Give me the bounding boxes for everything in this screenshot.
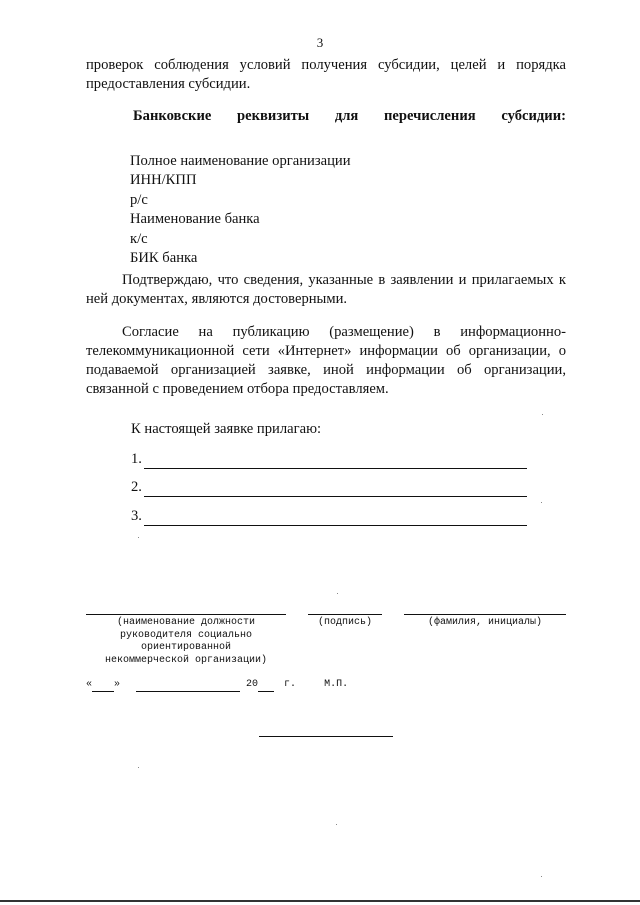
scan-speck <box>541 876 542 877</box>
scan-bottom-edge <box>0 900 640 902</box>
open-quote: « <box>86 679 93 690</box>
month-blank[interactable] <box>136 681 240 692</box>
bank-details-title <box>133 107 566 126</box>
bank-title-word-1: Банковские <box>133 108 212 124</box>
day-blank[interactable] <box>92 681 114 692</box>
signature-caption: (подпись) <box>317 617 372 628</box>
bank-title-word-5: субсидии: <box>501 108 566 124</box>
field-org-name: Полное наименование организации <box>130 153 351 169</box>
attachments-title: К настоящей заявке прилагаю: <box>131 421 322 437</box>
position-caption-line: руководителя социально <box>119 629 253 641</box>
attachment-item-1[interactable] <box>131 450 527 469</box>
closing-divider-line <box>259 736 393 737</box>
bank-details-fields <box>130 152 351 268</box>
signature-line[interactable] <box>308 614 382 615</box>
close-quote: » <box>114 679 121 690</box>
intro-line-1: проверок соблюдения условий получения субсидии, целей и порядка <box>86 57 566 73</box>
scan-speck <box>337 593 338 594</box>
year-prefix: 20 <box>246 679 259 690</box>
position-signature-line[interactable] <box>86 614 286 615</box>
confirmation-paragraph: Подтверждаю, что сведения, указанные в заявлении и прилагаемых к ней документах, являются достоверными. <box>86 272 566 307</box>
field-account: р/с <box>130 191 148 208</box>
scan-speck <box>138 537 139 538</box>
bank-title-word-2: реквизиты <box>237 108 310 124</box>
attachment-number: 2. <box>131 479 142 495</box>
attachment-number: 3. <box>131 508 142 524</box>
field-bank-name: Наименование банка <box>130 211 260 228</box>
intro-paragraph <box>86 56 566 94</box>
attachment-blank-line[interactable] <box>144 482 527 497</box>
stamp-label: М.П. <box>324 679 349 690</box>
position-caption-line: некоммерческой организации) <box>104 654 268 666</box>
attachment-item-3[interactable] <box>131 507 527 526</box>
attachment-item-2[interactable] <box>131 478 527 497</box>
position-caption-line: (наименование должности <box>116 617 256 628</box>
field-inn-kpp: ИНН/КПП <box>130 172 197 189</box>
page-number: 3 <box>316 35 324 50</box>
name-caption: (фамилия, инициалы) <box>427 617 543 628</box>
scan-speck <box>138 767 139 768</box>
field-bik: БИК банка <box>130 250 198 267</box>
position-caption <box>86 617 286 667</box>
field-corr-account: к/с <box>130 230 148 247</box>
scan-speck <box>542 414 543 415</box>
year-suffix: г. <box>284 679 297 690</box>
consent-paragraph: Согласие на публикацию (размещение) в информационно-телекоммуникационной сети «Интернет» информации об организации, о подаваемой организацией заявке, иной информации об организации, связанной с проведением отбора предоставляем. <box>86 324 566 397</box>
position-caption-line: ориентированной <box>140 642 231 654</box>
bank-title-word-3: для <box>334 108 359 124</box>
bank-title-word-4: перечисления <box>384 108 476 124</box>
year-blank[interactable] <box>258 681 274 692</box>
attachment-blank-line[interactable] <box>144 454 527 469</box>
date-line <box>86 679 348 692</box>
scan-speck <box>541 502 542 503</box>
name-signature-line[interactable] <box>404 614 566 615</box>
scan-speck <box>336 824 337 825</box>
intro-line-2: предоставления субсидии. <box>86 76 251 92</box>
attachment-number: 1. <box>131 451 142 467</box>
attachment-blank-line[interactable] <box>144 511 527 526</box>
